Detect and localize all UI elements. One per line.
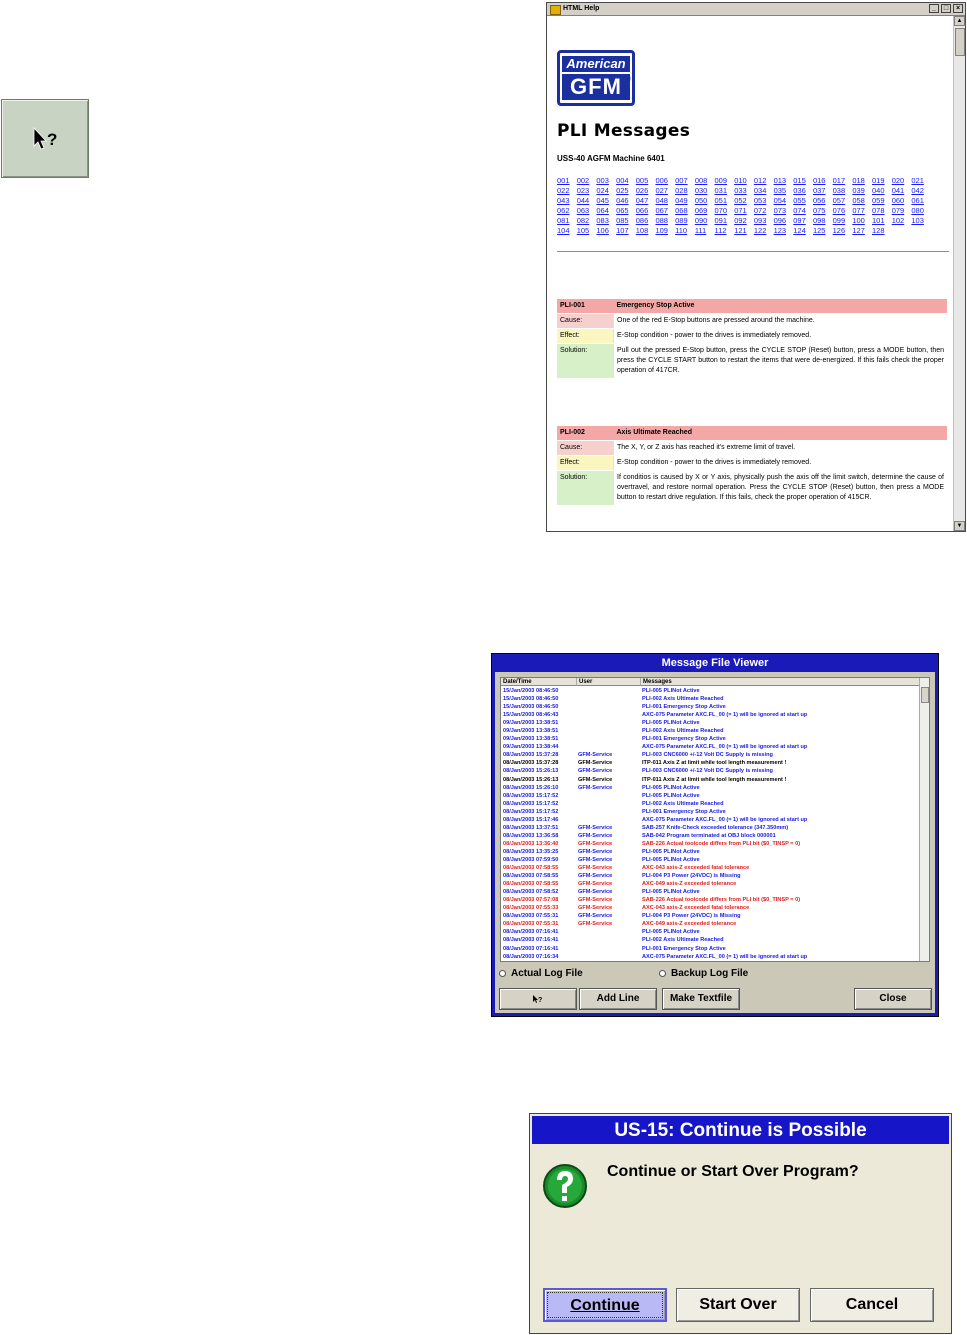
col-header-datetime[interactable]: Date/Time <box>501 678 577 686</box>
row-datetime: 15/Jan/2003 08:46:50 <box>503 688 559 694</box>
message-link[interactable]: 082 <box>576 216 590 225</box>
message-link[interactable]: 047 <box>635 196 649 205</box>
table-row[interactable] <box>501 743 921 751</box>
message-link[interactable]: 037 <box>812 186 826 195</box>
message-link[interactable]: 023 <box>576 186 590 195</box>
message-link[interactable]: 019 <box>872 176 885 185</box>
row-user: GFM-Service <box>578 897 613 904</box>
table-row[interactable] <box>501 687 921 695</box>
message-link[interactable]: 091 <box>714 216 728 225</box>
row-message: PLI-001 Emergency Stop Active <box>642 945 726 952</box>
row-message: SAB-226 Actual toolcode differs from PLI bit ($0_TINSP = 0) <box>642 840 801 847</box>
message-link[interactable]: 073 <box>773 206 787 215</box>
message-link[interactable]: 107 <box>616 226 629 235</box>
message-link[interactable]: 017 <box>832 176 846 185</box>
row-datetime: 08/Jan/2003 15:17:52 <box>503 808 559 815</box>
message-link[interactable]: 054 <box>773 196 787 205</box>
message-link[interactable]: 111 <box>694 226 707 235</box>
table-row[interactable] <box>501 872 921 880</box>
row-user: GFM-Service <box>578 840 613 847</box>
row-datetime: 08/Jan/2003 15:37:28 <box>503 752 559 759</box>
row-datetime: 08/Jan/2003 07:57:08 <box>503 897 559 904</box>
row-datetime: 08/Jan/2003 07:58:52 <box>503 889 559 896</box>
row-datetime: 09/Jan/2003 13:38:51 <box>503 736 559 743</box>
dialog-title: US-15: Continue is Possible <box>532 1116 949 1144</box>
message-link[interactable]: 005 <box>635 176 649 185</box>
message-link[interactable]: 021 <box>911 176 924 185</box>
row-datetime: 08/Jan/2003 15:17:52 <box>503 800 559 807</box>
row-user: GFM-Service <box>578 856 613 863</box>
table-row[interactable] <box>501 888 921 896</box>
message-link[interactable]: 078 <box>872 206 885 215</box>
row-datetime: 09/Jan/2003 13:38:51 <box>503 720 559 727</box>
message-link[interactable]: 010 <box>734 176 747 185</box>
message-link[interactable]: 070 <box>714 206 728 215</box>
row-message: PLI-002 Axis Ultimate Reached <box>642 728 724 735</box>
col-header-user[interactable]: User <box>577 678 641 686</box>
row-message: AXC-049 axis-Z exceeded tolerance <box>642 921 737 928</box>
message-link[interactable]: 061 <box>911 196 924 205</box>
table-row[interactable] <box>501 759 921 767</box>
message-link[interactable]: 043 <box>557 196 570 205</box>
message-link[interactable]: 104 <box>557 226 570 235</box>
row-datetime: 08/Jan/2003 15:26:13 <box>503 768 559 775</box>
viewer-title: Message File Viewer <box>661 657 769 669</box>
message-link[interactable]: 024 <box>596 186 609 195</box>
row-datetime: 08/Jan/2003 15:26:10 <box>503 784 559 791</box>
message-link[interactable]: 002 <box>576 176 590 185</box>
table-row[interactable] <box>501 848 921 856</box>
row-message: PLI-005 PLINot Active <box>642 856 700 863</box>
pli-entry-002: PLI-002 Axis Ultimate Reached Cause: The X, Y, or Z axis has reached it's extreme limit of travel. Effect: E-Stop condition - power to the drives is immediately removed. Solution: If conditios is caused by X or Y axis, physically push the axis off the limit switch, determine the cause of overtravel, and restore normal operation. Press the CYCLE STOP (Reset) button, then press a MODE button to restart drive regulation. If this fails, check the proper operation of 415CR. <box>557 426 947 506</box>
message-link[interactable]: 057 <box>832 196 846 205</box>
message-link[interactable]: 071 <box>734 206 747 215</box>
message-link[interactable]: 068 <box>675 206 688 215</box>
row-message: PLI-005 PLINot Active <box>642 848 700 855</box>
message-link[interactable]: 008 <box>694 176 708 185</box>
message-link[interactable]: 098 <box>812 216 826 225</box>
message-link[interactable]: 050 <box>694 196 708 205</box>
html-help-titlebar <box>547 3 965 16</box>
message-link[interactable]: 080 <box>911 206 924 215</box>
row-datetime: 08/Jan/2003 07:59:50 <box>503 856 559 863</box>
message-link[interactable]: 058 <box>852 196 865 205</box>
add-line-button[interactable]: Add Line <box>579 988 657 1010</box>
row-datetime: 15/Jan/2003 08:46:43 <box>503 712 559 719</box>
message-link[interactable]: 025 <box>616 186 629 195</box>
table-row[interactable] <box>501 832 921 840</box>
table-row[interactable] <box>501 840 921 848</box>
message-link[interactable]: 041 <box>891 186 905 195</box>
message-link[interactable]: 090 <box>694 216 708 225</box>
message-link[interactable]: 108 <box>635 226 649 235</box>
message-link[interactable]: 049 <box>675 196 688 205</box>
message-link[interactable]: 015 <box>793 176 806 185</box>
message-link[interactable]: 006 <box>655 176 668 185</box>
row-message: PLI-004 P3 Power (24VDC) is Missing <box>642 913 741 920</box>
message-link[interactable]: 062 <box>557 206 570 215</box>
row-datetime: 09/Jan/2003 13:38:51 <box>503 728 559 735</box>
message-link[interactable]: 039 <box>852 186 865 195</box>
row-datetime: 09/Jan/2003 13:38:44 <box>503 744 559 751</box>
row-user: GFM-Service <box>578 784 613 791</box>
row-datetime: 08/Jan/2003 15:17:46 <box>503 816 559 823</box>
message-link[interactable]: 052 <box>734 196 747 205</box>
message-link[interactable]: 067 <box>655 206 668 215</box>
context-help-small-button[interactable] <box>499 988 577 1010</box>
table-row[interactable] <box>501 936 921 944</box>
table-row[interactable] <box>501 703 921 711</box>
message-link[interactable]: 083 <box>596 216 609 225</box>
message-link[interactable]: 055 <box>793 196 806 205</box>
row-datetime: 08/Jan/2003 07:16:34 <box>503 953 559 960</box>
row-datetime: 08/Jan/2003 07:16:41 <box>503 937 559 944</box>
radio-dot-icon <box>659 970 666 977</box>
message-link[interactable]: 077 <box>852 206 865 215</box>
message-link[interactable]: 088 <box>655 216 668 225</box>
message-link[interactable]: 003 <box>596 176 609 185</box>
table-row[interactable] <box>501 945 921 953</box>
row-datetime: 08/Jan/2003 15:17:52 <box>503 792 559 799</box>
svg-text:?: ? <box>538 997 543 1004</box>
table-row[interactable] <box>501 727 921 735</box>
row-user: GFM-Service <box>578 921 613 928</box>
radio-backup-log[interactable]: Backup Log File <box>659 968 748 979</box>
row-message: PLI-002 Axis Ultimate Reached <box>642 696 724 703</box>
message-list[interactable] <box>500 677 930 962</box>
row-datetime: 08/Jan/2003 07:55:33 <box>503 905 559 912</box>
col-header-messages[interactable]: Messages <box>641 678 921 686</box>
message-link[interactable]: 020 <box>891 176 905 185</box>
row-user: GFM-Service <box>578 768 613 775</box>
svg-text:?: ? <box>47 130 58 149</box>
continue-button[interactable]: Continue <box>543 1288 667 1322</box>
message-link[interactable]: 092 <box>734 216 747 225</box>
message-link[interactable]: 121 <box>734 226 747 235</box>
row-datetime: 08/Jan/2003 15:37:28 <box>503 760 559 767</box>
scroll-down-icon[interactable]: ▼ <box>954 521 965 531</box>
row-user: GFM-Service <box>578 760 613 767</box>
table-row[interactable] <box>501 735 921 743</box>
start-over-button[interactable]: Start Over <box>676 1288 800 1322</box>
divider <box>557 251 949 252</box>
table-row[interactable] <box>501 824 921 832</box>
message-link[interactable]: 106 <box>596 226 609 235</box>
row-user: GFM-Service <box>578 905 613 912</box>
context-help-icon <box>32 126 62 152</box>
message-link[interactable]: 028 <box>675 186 688 195</box>
message-link[interactable]: 069 <box>694 206 708 215</box>
row-user: GFM-Service <box>578 752 613 759</box>
message-link[interactable]: 066 <box>635 206 649 215</box>
message-link[interactable]: 128 <box>872 226 885 235</box>
message-link[interactable]: 038 <box>832 186 846 195</box>
pli-entry-001: PLI-001 Emergency Stop Active Cause: One of the red E-Stop buttons are pressed around the machine. Effect: E-Stop condition - power to the drives is immediately removed. Solution: Pull out the pressed E-Stop button, press the CYCLE STOP (Reset) button, press a MODE button, then press the CYCLE START button to restart the items that were de-energized. If this fails check the proper operation of 417CR. <box>557 299 947 379</box>
message-link[interactable]: 065 <box>616 206 629 215</box>
message-link[interactable]: 056 <box>812 196 826 205</box>
message-link[interactable]: 030 <box>694 186 708 195</box>
message-link[interactable]: 046 <box>616 196 629 205</box>
message-link[interactable]: 126 <box>832 226 846 235</box>
message-link[interactable]: 105 <box>576 226 590 235</box>
message-link[interactable]: 013 <box>773 176 787 185</box>
row-message: PLI-005 PLINot Active <box>642 889 700 896</box>
row-message: AXC-075 Parameter AXC.FL_00 (= 1) will be ignored at start up <box>642 744 808 751</box>
row-datetime: 08/Jan/2003 07:55:31 <box>503 921 559 928</box>
row-message: PLI-002 Axis Ultimate Reached <box>642 937 724 944</box>
context-help-button[interactable] <box>1 99 89 178</box>
message-link[interactable]: 086 <box>635 216 649 225</box>
row-message: PLI-004 P3 Power (24VDC) is Missing <box>642 873 741 880</box>
close-button[interactable]: Close <box>854 988 932 1010</box>
message-link[interactable]: 009 <box>714 176 728 185</box>
maximize-icon[interactable]: □ <box>941 4 951 13</box>
help-scrollbar[interactable] <box>953 16 965 531</box>
message-link[interactable]: 048 <box>655 196 668 205</box>
message-link[interactable]: 089 <box>675 216 688 225</box>
row-message: AXC-043 axis-Z exceeded fatal tolerance <box>642 865 750 872</box>
message-link[interactable]: 026 <box>635 186 649 195</box>
row-message: ITP-011 Axis Z at limit while tool length measurement ! <box>642 776 787 783</box>
message-link[interactable]: 101 <box>872 216 885 225</box>
message-link[interactable]: 110 <box>675 226 688 235</box>
row-message: SAB-257 Knife-Check exceeded tolerance (347.350mm) <box>642 824 789 831</box>
row-datetime: 08/Jan/2003 13:36:58 <box>503 832 559 839</box>
message-link[interactable]: 093 <box>753 216 767 225</box>
row-datetime: 08/Jan/2003 07:16:41 <box>503 929 559 936</box>
table-row[interactable] <box>501 767 921 775</box>
message-link[interactable]: 085 <box>616 216 629 225</box>
table-row[interactable] <box>501 928 921 936</box>
row-message: PLI-005 PLINot Active <box>642 720 700 727</box>
message-link[interactable]: 044 <box>576 196 590 205</box>
message-link[interactable]: 036 <box>793 186 806 195</box>
row-datetime: 08/Jan/2003 07:55:31 <box>503 913 559 920</box>
html-help-window <box>546 2 966 532</box>
scroll-up-icon[interactable]: ▲ <box>954 16 965 26</box>
message-link[interactable]: 100 <box>852 216 865 225</box>
row-message: AXC-043 axis-Z exceeded fatal tolerance <box>642 905 750 912</box>
row-user: GFM-Service <box>578 824 613 831</box>
row-message: ITP-011 Axis Z at limit while tool length measurement ! <box>642 760 787 767</box>
row-datetime: 08/Jan/2003 07:58:55 <box>503 865 559 872</box>
message-link[interactable]: 004 <box>616 176 629 185</box>
message-link[interactable]: 033 <box>734 186 747 195</box>
message-link[interactable]: 022 <box>557 186 570 195</box>
list-scrollbar[interactable] <box>919 678 929 961</box>
message-link[interactable]: 072 <box>753 206 767 215</box>
continue-dialog <box>529 1113 952 1334</box>
dialog-message: Continue or Start Over Program? <box>607 1163 859 1180</box>
message-link[interactable]: 112 <box>714 226 727 235</box>
table-row[interactable] <box>501 719 921 727</box>
row-message: SAB-042 Program terminated at OBJ block 000001 <box>642 832 776 839</box>
table-row[interactable] <box>501 953 921 961</box>
row-datetime: 08/Jan/2003 07:16:41 <box>503 945 559 952</box>
message-link[interactable]: 124 <box>793 226 806 235</box>
message-file-viewer <box>491 653 939 1017</box>
message-link[interactable]: 007 <box>675 176 688 185</box>
row-message: PLI-003 CNC6000 +/-12 Volt DC Supply is missing <box>642 768 773 775</box>
list-scroll-thumb[interactable] <box>921 687 929 703</box>
message-link[interactable]: 012 <box>753 176 767 185</box>
row-message: PLI-005 PLINot Active <box>642 792 700 799</box>
scroll-thumb[interactable] <box>955 28 965 56</box>
message-link[interactable]: 096 <box>773 216 787 225</box>
table-row[interactable] <box>501 920 921 928</box>
row-message: PLI-003 CNC6000 +/-12 Volt DC Supply is missing <box>642 752 773 759</box>
message-link[interactable]: 103 <box>911 216 924 225</box>
message-link[interactable]: 045 <box>596 196 609 205</box>
message-link[interactable]: 040 <box>872 186 885 195</box>
message-link[interactable]: 018 <box>852 176 865 185</box>
radio-dot-icon <box>499 970 506 977</box>
message-link[interactable]: 001 <box>557 176 570 185</box>
row-message: AXC-075 Parameter AXC.FL_00 (= 1) will be ignored at start up <box>642 816 808 823</box>
message-link[interactable]: 060 <box>891 196 905 205</box>
minimize-icon[interactable]: _ <box>929 4 939 13</box>
table-row[interactable] <box>501 695 921 703</box>
message-link[interactable]: 122 <box>753 226 767 235</box>
message-link[interactable]: 034 <box>753 186 767 195</box>
message-links <box>557 176 937 236</box>
message-link[interactable]: 097 <box>793 216 806 225</box>
american-gfm-logo: American GFM ® <box>557 50 635 106</box>
row-user: GFM-Service <box>578 865 613 872</box>
row-message: AXC-075 Parameter AXC.FL_00 (= 1) will be ignored at start up <box>642 712 808 719</box>
row-datetime: 08/Jan/2003 07:58:55 <box>503 881 559 888</box>
context-help-icon <box>532 994 544 1004</box>
row-datetime: 15/Jan/2003 08:46:50 <box>503 696 559 703</box>
row-message: PLI-001 Emergency Stop Active <box>642 808 726 815</box>
table-row[interactable] <box>501 816 921 824</box>
message-link[interactable]: 059 <box>872 196 885 205</box>
row-message: AXC-049 axis-Z exceeded tolerance <box>642 881 737 888</box>
table-row[interactable] <box>501 784 921 792</box>
message-link[interactable]: 035 <box>773 186 787 195</box>
row-datetime: 08/Jan/2003 15:26:13 <box>503 776 559 783</box>
message-link[interactable]: 051 <box>714 196 728 205</box>
table-row[interactable] <box>501 808 921 816</box>
row-user: GFM-Service <box>578 913 613 920</box>
close-icon[interactable]: × <box>953 4 963 13</box>
row-message: PLI-001 Emergency Stop Active <box>642 704 726 711</box>
row-message: SAB-226 Actual toolcode differs from PLI bit ($0_TINSP = 0) <box>642 897 801 904</box>
table-row[interactable] <box>501 711 921 719</box>
row-user: GFM-Service <box>578 881 613 888</box>
table-row[interactable] <box>501 792 921 800</box>
message-link[interactable]: 125 <box>812 226 826 235</box>
message-link[interactable]: 099 <box>832 216 846 225</box>
row-datetime: 15/Jan/2003 08:46:50 <box>503 704 559 711</box>
table-row[interactable] <box>501 896 921 904</box>
table-row[interactable] <box>501 751 921 759</box>
radio-actual-log[interactable]: Actual Log File <box>499 968 583 979</box>
message-link[interactable]: 053 <box>753 196 767 205</box>
message-link[interactable]: 079 <box>891 206 905 215</box>
cancel-button[interactable]: Cancel <box>810 1288 934 1322</box>
message-link[interactable]: 031 <box>714 186 728 195</box>
table-row[interactable] <box>501 880 921 888</box>
row-message: AXC-075 Parameter AXC.FL_00 (= 1) will be ignored at start up <box>642 953 808 960</box>
row-message: PLI-001 Emergency Stop Active <box>642 736 726 743</box>
table-row[interactable] <box>501 904 921 912</box>
table-row[interactable] <box>501 856 921 864</box>
message-link[interactable]: 081 <box>557 216 570 225</box>
table-row[interactable] <box>501 912 921 920</box>
message-link[interactable]: 042 <box>911 186 924 195</box>
table-row[interactable] <box>501 776 921 784</box>
row-message: PLI-005 PLINot Active <box>642 929 700 936</box>
message-link[interactable]: 016 <box>812 176 826 185</box>
machine-subtitle: USS-40 AGFM Machine 6401 <box>557 154 665 163</box>
message-link[interactable]: 109 <box>655 226 668 235</box>
row-message: PLI-002 Axis Ultimate Reached <box>642 800 724 807</box>
table-row[interactable] <box>501 800 921 808</box>
help-app-icon <box>550 5 561 15</box>
question-icon <box>542 1162 588 1212</box>
page-title: PLI Messages <box>557 121 691 141</box>
make-textfile-button[interactable]: Make Textfile <box>662 988 740 1010</box>
row-message: PLI-005 PLINot Active <box>642 688 700 694</box>
message-link[interactable]: 027 <box>655 186 668 195</box>
row-user: GFM-Service <box>578 848 613 855</box>
html-help-title: HTML Help <box>563 5 600 12</box>
row-user: GFM-Service <box>578 889 613 896</box>
row-datetime: 08/Jan/2003 13:37:51 <box>503 824 559 831</box>
row-user: GFM-Service <box>578 776 613 783</box>
message-link[interactable]: 063 <box>576 206 590 215</box>
message-link[interactable]: 064 <box>596 206 609 215</box>
row-datetime: 08/Jan/2003 07:58:55 <box>503 873 559 880</box>
table-row[interactable] <box>501 864 921 872</box>
message-link[interactable]: 102 <box>891 216 905 225</box>
row-datetime: 08/Jan/2003 13:36:40 <box>503 840 559 847</box>
row-datetime: 08/Jan/2003 13:35:25 <box>503 848 559 855</box>
message-link[interactable]: 074 <box>793 206 806 215</box>
message-link[interactable]: 075 <box>812 206 826 215</box>
row-user: GFM-Service <box>578 832 613 839</box>
message-link[interactable]: 076 <box>832 206 846 215</box>
row-user: GFM-Service <box>578 873 613 880</box>
row-message: PLI-005 PLINot Active <box>642 784 700 791</box>
message-link[interactable]: 127 <box>852 226 865 235</box>
message-link[interactable]: 123 <box>773 226 787 235</box>
